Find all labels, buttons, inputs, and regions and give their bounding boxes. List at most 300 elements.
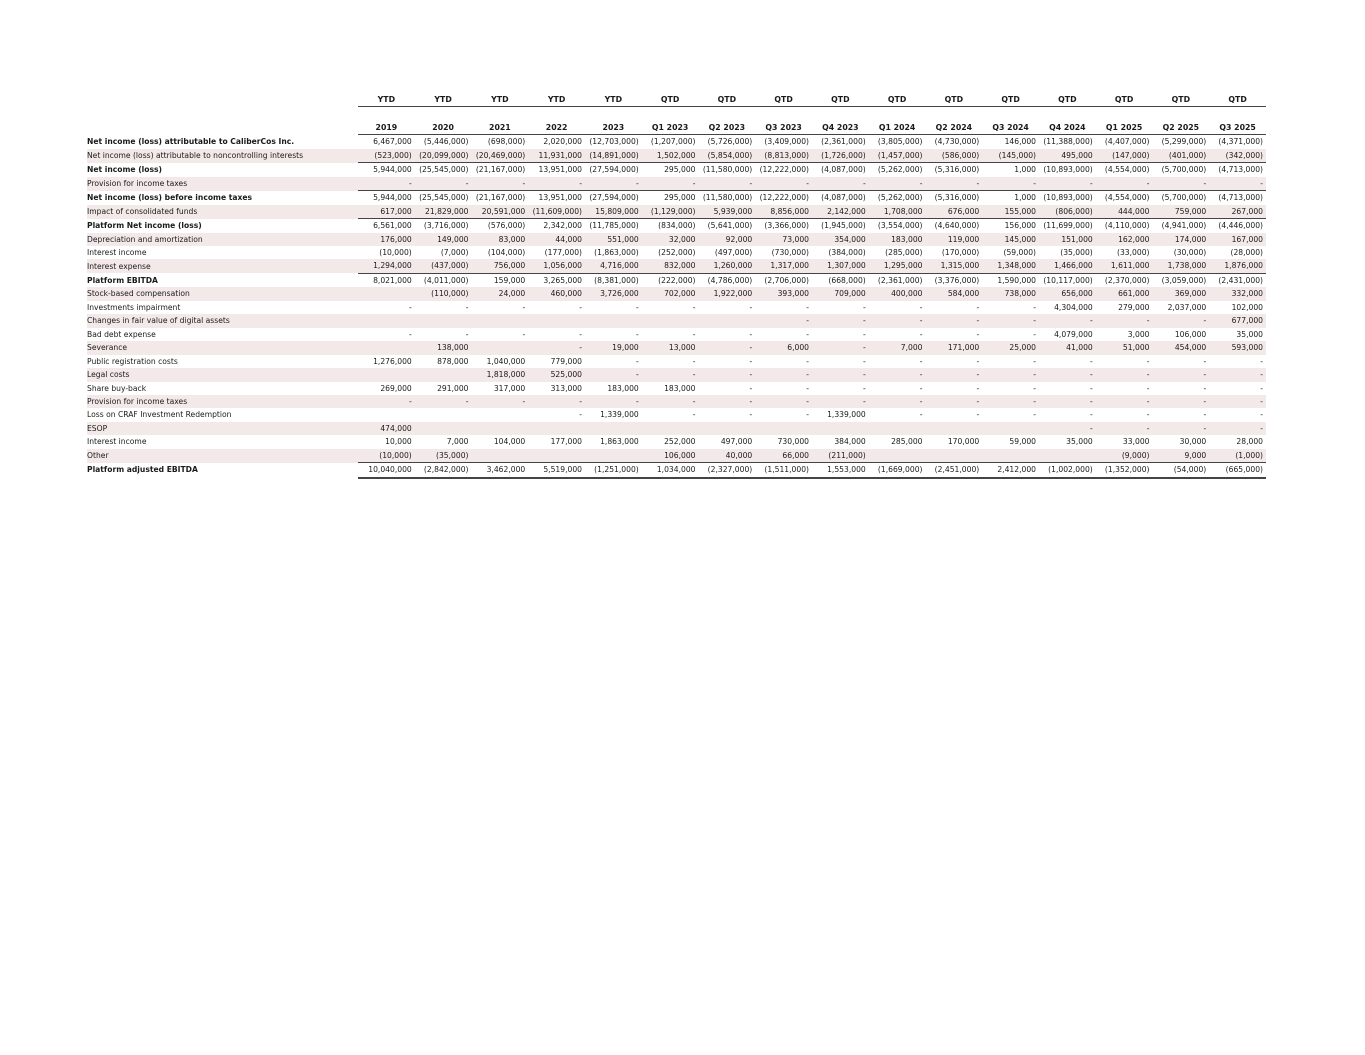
value-cell: - [919,356,923,366]
value-cell: - [1033,410,1036,420]
value-cell: 5,519,000 [528,463,585,478]
period-type-header: YTD [415,93,472,107]
value-cell: - [976,356,980,366]
row-label: Interest income [87,437,147,447]
table-row [87,163,1266,177]
value-cell: - [585,368,642,381]
value-cell: (10,000) [379,247,412,257]
value-cell: - [636,329,639,339]
value-cell: 369,000 [1153,287,1210,300]
value-cell: - [642,368,699,381]
value-cell: 317,000 [493,383,526,393]
value-cell: - [1260,356,1263,366]
value-cell: - [579,329,582,339]
value-cell: - [1033,383,1036,393]
value-cell: 138,000 [415,341,472,354]
value-cell: (1,726,000) [812,149,869,163]
value-cell: (4,446,000) [1209,219,1266,233]
value-cell: - [749,356,753,366]
value-cell: 2,412,000 [982,463,1039,478]
value-cell: (170,000) [941,247,980,257]
value-cell: (1,000) [1209,449,1266,463]
value-cell: (30,000) [1173,247,1207,257]
value-cell: (11,580,000) [699,191,756,205]
period-type-header: QTD [982,93,1039,107]
value-cell [528,422,585,435]
value-cell: (35,000) [415,449,472,463]
value-cell: 1,034,000 [642,463,699,478]
value-cell: 171,000 [926,341,983,354]
value-cell: - [755,368,812,381]
value-cell: (11,580,000) [699,163,756,177]
value-cell: 269,000 [380,383,412,393]
value-cell [926,449,983,463]
value-cell: (33,000) [1117,247,1150,257]
value-cell: - [926,314,983,327]
value-cell: 354,000 [812,233,869,246]
period-type-header: QTD [812,93,869,107]
period-type-header: QTD [1096,93,1153,107]
value-cell: 617,000 [358,205,415,219]
value-cell: - [692,302,696,312]
value-cell: 3,462,000 [472,463,529,478]
value-cell: (342,000) [1209,149,1266,163]
value-cell: 1,000 [982,191,1039,205]
row-label: Investments impairment [87,302,181,312]
value-cell: 83,000 [472,233,529,246]
value-cell: 656,000 [1039,287,1096,300]
value-cell: - [1096,177,1153,191]
value-cell: 7,000 [446,437,469,447]
value-cell [699,314,756,327]
value-cell: 1,466,000 [1039,259,1096,273]
value-cell: 7,000 [869,341,926,354]
table-row [87,149,1266,163]
value-cell [642,314,699,327]
value-cell: - [869,368,926,381]
value-cell: (3,409,000) [764,137,809,147]
value-cell: (25,545,000) [415,163,472,177]
value-cell [585,449,642,463]
value-cell: 1,502,000 [642,149,699,163]
value-cell: (2,361,000) [869,273,926,287]
value-cell: - [863,383,866,393]
value-cell: 474,000 [358,422,415,435]
value-cell: (2,327,000) [699,463,756,478]
value-cell: 1,294,000 [358,259,415,273]
label-header-blank [87,121,358,135]
value-cell: 21,829,000 [415,205,472,219]
value-cell: - [465,329,469,339]
spacer-cell [87,107,1266,121]
value-cell: 702,000 [642,287,699,300]
period-header: Q2 2025 [1153,121,1210,135]
value-cell: 1,000 [982,163,1039,177]
value-cell: (27,594,000) [585,191,642,205]
value-cell: 8,021,000 [358,273,415,287]
row-label: ESOP [87,422,358,435]
value-cell: 145,000 [982,233,1039,246]
value-cell: - [863,329,866,339]
value-cell: 454,000 [1153,341,1210,354]
value-cell: - [472,177,529,191]
value-cell: (401,000) [1153,149,1210,163]
value-cell: (8,813,000) [755,149,812,163]
row-label: Provision for income taxes [87,177,358,191]
value-cell: 2,020,000 [543,137,582,147]
value-cell: 32,000 [642,233,699,246]
value-cell [755,422,812,435]
value-cell: 155,000 [982,205,1039,219]
value-cell: 497,000 [720,437,753,447]
value-cell: (222,000) [642,273,699,287]
ebitda-reconciliation-table [87,93,1266,479]
value-cell: - [1260,383,1263,393]
row-label: Platform Net income (loss) [87,220,202,230]
value-cell: 295,000 [642,191,699,205]
value-cell: - [358,395,415,408]
value-cell: - [812,177,869,191]
value-cell: (28,000) [1230,247,1263,257]
value-cell: (3,805,000) [877,137,923,147]
value-cell: (10,893,000) [1039,191,1096,205]
period-type-header: YTD [472,93,529,107]
value-cell: 1,315,000 [926,259,983,273]
value-cell: - [919,410,923,420]
row-label: Interest expense [87,259,358,273]
value-cell: - [1153,177,1210,191]
row-label: Provision for income taxes [87,395,358,408]
value-cell: (10,893,000) [1039,163,1096,177]
value-cell: 5,944,000 [358,191,415,205]
value-cell: 40,000 [699,449,756,463]
value-cell: - [982,177,1039,191]
value-cell: (2,706,000) [755,273,812,287]
row-label: Share buy-back [87,383,147,393]
value-cell: 2,342,000 [528,219,585,233]
value-cell: 159,000 [472,273,529,287]
value-cell: 279,000 [1118,302,1150,312]
value-cell: - [409,302,412,312]
value-cell: (25,545,000) [415,191,472,205]
value-cell: (2,361,000) [821,137,866,147]
value-cell: (4,713,000) [1209,163,1266,177]
value-cell: - [1090,383,1093,393]
row-label: Net income (loss) before income taxes [87,192,253,202]
value-cell: 146,000 [1004,137,1036,147]
period-header: 2019 [358,121,415,135]
value-cell: - [409,329,412,339]
value-cell [699,422,756,435]
row-label: Bad debt expense [87,329,156,339]
value-cell: - [869,314,926,327]
value-cell: (11,609,000) [528,205,585,219]
value-cell: 10,040,000 [358,463,415,478]
period-header: Q2 2024 [926,121,983,135]
table-row [87,314,1266,327]
value-cell [982,449,1039,463]
value-cell: (806,000) [1039,205,1096,219]
value-cell: (11,785,000) [585,219,642,233]
value-cell: 5,944,000 [358,163,415,177]
value-cell: (4,087,000) [812,191,869,205]
value-cell: - [1033,302,1036,312]
table-row [87,341,1266,354]
table-row [87,422,1266,435]
value-cell: 738,000 [982,287,1039,300]
value-cell: 11,931,000 [528,149,585,163]
value-cell: (3,376,000) [926,273,983,287]
value-cell: 332,000 [1209,287,1266,300]
value-cell: (285,000) [885,247,923,257]
value-cell: (4,786,000) [699,273,756,287]
value-cell: 2,037,000 [1167,302,1207,312]
header-spacer-row [87,107,1266,121]
value-cell: - [1153,314,1210,327]
value-cell [415,408,472,421]
value-cell [415,422,472,435]
period-type-header: YTD [358,93,415,107]
table-body [87,135,1266,478]
value-cell: 1,307,000 [812,259,869,273]
value-cell: (4,554,000) [1096,163,1153,177]
value-cell: (5,854,000) [699,149,756,163]
value-cell: (20,099,000) [415,149,472,163]
value-cell: 1,738,000 [1153,259,1210,273]
value-cell: 35,000 [1066,437,1093,447]
value-cell: 15,809,000 [585,205,642,219]
value-cell: - [1096,368,1153,381]
value-cell: 20,591,000 [472,205,529,219]
value-cell: - [1096,395,1153,408]
table-row [87,368,1266,381]
value-cell: (4,554,000) [1096,191,1153,205]
value-cell: 1,339,000 [827,410,866,420]
value-cell: (4,087,000) [812,163,869,177]
table-row [87,301,1266,314]
value-cell: - [976,302,980,312]
value-cell: - [749,329,753,339]
value-cell: 1,276,000 [373,356,412,366]
value-cell: - [1203,410,1207,420]
period-header: 2023 [585,121,642,135]
value-cell [585,314,642,327]
table-row [87,463,1266,478]
value-cell: - [919,383,923,393]
value-cell: - [869,395,926,408]
value-cell: - [642,177,699,191]
value-cell: 291,000 [437,383,469,393]
value-cell: - [692,356,696,366]
row-label: Impact of consolidated funds [87,205,358,219]
row-label: Severance [87,341,358,354]
row-label: Net income (loss) attributable to CaliberCos Inc. [87,137,295,147]
value-cell: - [749,383,753,393]
value-cell: - [926,177,983,191]
value-cell: (2,451,000) [926,463,983,478]
value-cell: (5,316,000) [926,163,983,177]
value-cell: (665,000) [1209,463,1266,478]
period-header: Q1 2024 [869,121,926,135]
value-cell: - [1209,177,1266,191]
value-cell: (3,059,000) [1153,273,1210,287]
value-cell: (7,000) [440,247,469,257]
value-cell: (5,262,000) [869,163,926,177]
value-cell: - [1153,395,1210,408]
value-cell: 1,260,000 [699,259,756,273]
value-cell: (147,000) [1096,149,1153,163]
value-cell: - [579,410,582,420]
value-cell: (177,000) [544,247,582,257]
value-cell: - [863,302,866,312]
value-cell: - [1146,356,1150,366]
value-cell: (10,000) [358,449,415,463]
value-cell: (4,011,000) [415,273,472,287]
value-cell: (110,000) [415,287,472,300]
value-cell: - [1146,383,1150,393]
table-row [87,355,1266,368]
value-cell: 13,000 [642,341,699,354]
value-cell [358,287,415,300]
value-cell: - [699,368,756,381]
value-cell: 709,000 [812,287,869,300]
value-cell: (4,713,000) [1209,191,1266,205]
value-cell: - [1039,177,1096,191]
value-cell: (21,167,000) [472,191,529,205]
row-label: Platform adjusted EBITDA [87,465,198,475]
value-cell: - [642,395,699,408]
value-cell: - [806,410,809,420]
value-cell [1039,449,1096,463]
value-cell: - [522,302,526,312]
value-cell: 167,000 [1209,233,1266,246]
value-cell: - [1146,410,1150,420]
value-cell: 3,265,000 [528,273,585,287]
value-cell: - [1153,422,1210,435]
value-cell: 106,000 [642,449,699,463]
value-cell [585,422,642,435]
value-cell: 1,040,000 [486,356,526,366]
value-cell: (497,000) [714,247,753,257]
value-cell: - [755,314,812,327]
period-type-header: YTD [528,93,585,107]
value-cell: (9,000) [1096,449,1153,463]
value-cell: (834,000) [642,219,699,233]
value-cell: 1,295,000 [869,259,926,273]
value-cell: (523,000) [358,149,415,163]
value-cell: - [869,177,926,191]
table-row [87,233,1266,246]
value-cell: - [1039,395,1096,408]
value-cell: 730,000 [777,437,809,447]
row-label: Other [87,449,358,463]
value-cell: 33,000 [1122,437,1150,447]
value-cell: - [465,302,469,312]
value-cell: (586,000) [926,149,983,163]
value-cell: - [755,395,812,408]
value-cell: 162,000 [1096,233,1153,246]
value-cell: 295,000 [642,163,699,177]
value-cell: - [579,302,582,312]
period-header: Q3 2025 [1209,121,1266,135]
value-cell: (437,000) [415,259,472,273]
value-cell: - [1260,410,1263,420]
value-cell: (4,941,000) [1153,219,1210,233]
value-cell: 8,856,000 [755,205,812,219]
value-cell: - [812,395,869,408]
value-cell: (1,669,000) [869,463,926,478]
value-cell: - [1039,368,1096,381]
value-cell [869,422,926,435]
value-cell: 285,000 [891,437,923,447]
value-cell: - [926,368,983,381]
value-cell [528,314,585,327]
value-cell: - [749,302,753,312]
value-cell: - [919,329,923,339]
value-cell [812,422,869,435]
value-cell: (59,000) [1003,247,1036,257]
period-header: 2021 [472,121,529,135]
value-cell: (576,000) [472,219,529,233]
value-cell: 19,000 [585,341,642,354]
value-cell: 151,000 [1039,233,1096,246]
table-row [87,408,1266,421]
value-cell: (4,730,000) [934,137,980,147]
value-cell: (1,863,000) [594,247,639,257]
value-cell: (2,370,000) [1096,273,1153,287]
value-cell: 832,000 [642,259,699,273]
value-cell: 156,000 [982,219,1039,233]
value-cell [358,408,415,421]
value-cell: (5,726,000) [707,137,753,147]
value-cell: 400,000 [869,287,926,300]
value-cell: 252,000 [664,437,696,447]
period-header: Q3 2023 [755,121,812,135]
value-cell: (730,000) [771,247,809,257]
value-cell: - [1033,356,1036,366]
value-cell [982,422,1039,435]
value-cell: (698,000) [487,137,526,147]
value-cell: 444,000 [1096,205,1153,219]
value-cell: - [806,356,809,366]
value-cell: (5,299,000) [1161,137,1207,147]
value-cell: - [1203,356,1207,366]
period-type-header: YTD [585,93,642,107]
value-cell: - [812,341,869,354]
value-cell: - [976,410,980,420]
value-cell: - [1209,422,1266,435]
value-cell: (4,640,000) [926,219,983,233]
value-cell: 661,000 [1096,287,1153,300]
value-cell: - [528,395,585,408]
value-cell: 4,079,000 [1054,329,1093,339]
value-cell: (8,381,000) [585,273,642,287]
table-row [87,205,1266,219]
value-cell: 104,000 [493,437,526,447]
value-cell [926,422,983,435]
value-cell: (1,207,000) [650,137,696,147]
value-cell: 584,000 [926,287,983,300]
value-cell: 676,000 [926,205,983,219]
table-row [87,219,1266,233]
period-type-header: QTD [755,93,812,107]
value-cell: (3,554,000) [869,219,926,233]
value-cell: 51,000 [1096,341,1153,354]
table-row [87,449,1266,463]
value-cell: (4,371,000) [1218,137,1263,147]
value-cell: 779,000 [550,356,582,366]
row-label: Net income (loss) attributable to noncontrolling interests [87,149,358,163]
